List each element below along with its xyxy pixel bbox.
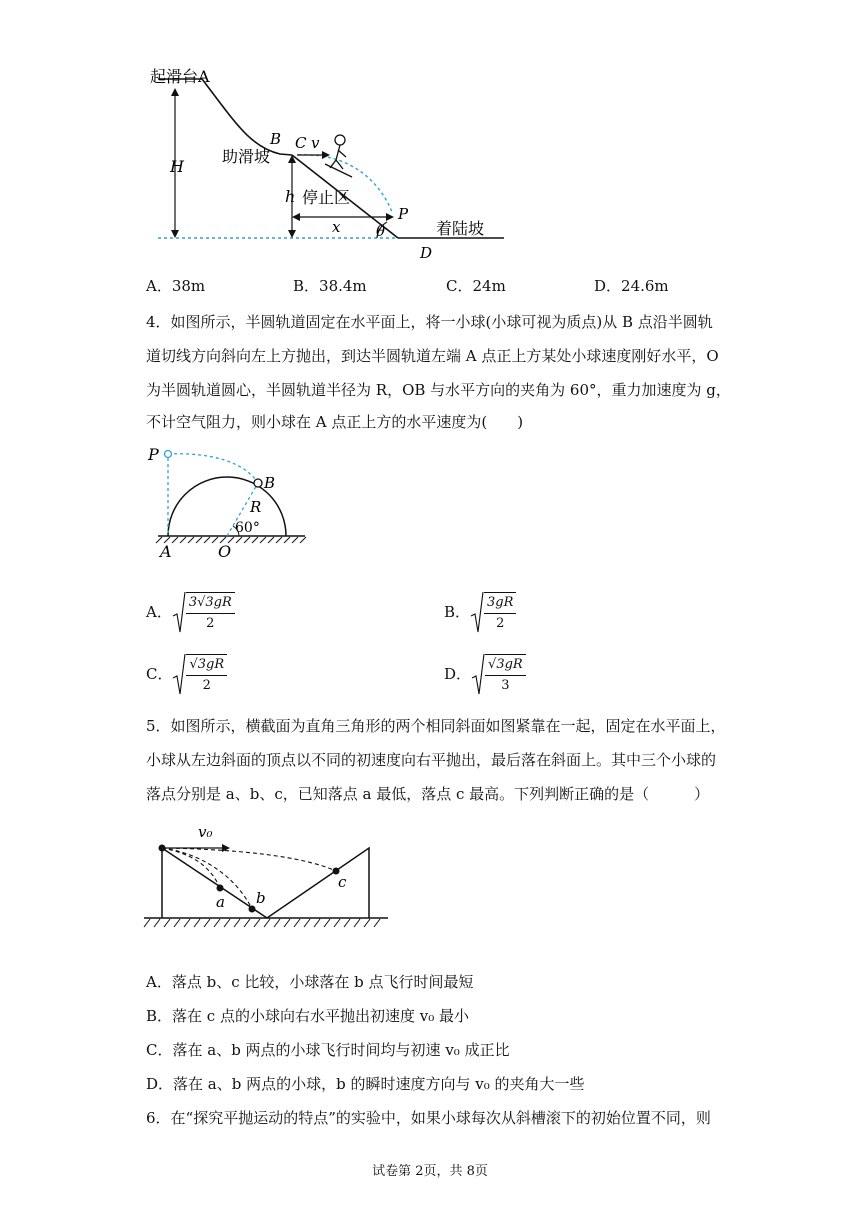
sqrt-icon <box>471 652 485 696</box>
label-start-A: 起滑台A <box>150 67 210 86</box>
label-H: H <box>170 157 184 176</box>
label-a: a <box>216 893 225 911</box>
q4-option-d: D． $\frac{√3gR}{3}$ <box>444 652 526 696</box>
page-footer: 试卷第 2页，共 8页 <box>372 1164 488 1179</box>
q3-option-b: B．38.4m <box>293 277 367 295</box>
q4-line-4: 不计空气阻力，则小球在 A 点正上方的水平速度为( ) <box>146 413 524 431</box>
label-theta: θ <box>376 222 386 240</box>
label-O: O <box>218 542 232 561</box>
label-D: D <box>420 244 433 262</box>
label-angle-60: 60° <box>235 520 260 536</box>
q4-option-c: C． $\frac{√3gR}{2}$ <box>146 652 227 696</box>
q5-option-d: D．落在 a、b 两点的小球，b 的瞬时速度方向与 v₀ 的夹角大一些 <box>146 1075 585 1093</box>
label-c: c <box>338 873 347 891</box>
label-C: C <box>295 134 307 152</box>
label-P: P <box>398 205 409 223</box>
label-slope: 助滑坡 <box>222 147 271 166</box>
sqrt-icon <box>470 590 484 634</box>
label-x: x <box>332 218 341 236</box>
q3-option-a: A．38m <box>146 277 206 295</box>
label-R: R <box>250 498 262 516</box>
q4-line-3: 为半圆轨道圆心，半圆轨道半径为 R，OB 与水平方向的夹角为 60°，重力加速度为 g， <box>146 381 731 399</box>
label-v: v <box>311 134 320 152</box>
ski-jump-figure <box>140 62 520 262</box>
q4-line-2: 道切线方向斜向左上方抛出，到达半圆轨道左端 A 点正上方某处小球速度刚好水平，O <box>146 347 719 365</box>
label-v0: v₀ <box>198 823 213 841</box>
label-b: b <box>256 889 266 907</box>
q5-line-1: 5．如图所示，横截面为直角三角形的两个相同斜面如图紧靠在一起，固定在水平面上， <box>146 717 726 735</box>
sqrt-icon <box>172 590 186 634</box>
label-landing: 着陆坡 <box>436 219 485 238</box>
semicircle-figure <box>140 440 320 565</box>
label-B: B <box>270 130 282 148</box>
two-inclines-figure <box>140 815 390 935</box>
q6-line-1: 6．在“探究平抛运动的特点”的实验中，如果小球每次从斜槽滚下的初始位置不同，则 <box>146 1109 711 1127</box>
q4-option-b: B． $\frac{3gR}{2}$ <box>444 590 516 634</box>
q5-option-b: B．落在 c 点的小球向右水平抛出初速度 v₀ 最小 <box>146 1007 469 1025</box>
label-A: A <box>160 542 172 561</box>
skier-icon <box>325 135 352 177</box>
label-h: h <box>285 187 296 206</box>
q5-line-2: 小球从左边斜面的顶点以不同的初速度向右平抛出，最后落在斜面上。其中三个小球的 <box>146 751 717 769</box>
q5-option-c: C．落在 a、b 两点的小球飞行时间均与初速 v₀ 成正比 <box>146 1041 510 1059</box>
q4-option-a: A． $\frac{3√3gR}{2}$ <box>146 590 235 634</box>
label-stop-zone: 停止区 <box>302 188 351 207</box>
label-B: B <box>264 474 276 492</box>
q3-option-d: D．24.6m <box>594 277 669 295</box>
q4-line-1: 4．如图所示，半圆轨道固定在水平面上，将一小球(小球可视为质点)从 B 点沿半圆轨 <box>146 313 713 331</box>
q5-line-3: 落点分别是 a、b、c，已知落点 a 最低，落点 c 最高。下列判断正确的是（ ） <box>146 785 710 803</box>
q5-option-a: A．落点 b、c 比较，小球落在 b 点飞行时间最短 <box>146 973 474 991</box>
q3-option-c: C．24m <box>446 277 506 295</box>
sqrt-icon <box>172 652 186 696</box>
label-P: P <box>148 445 159 464</box>
